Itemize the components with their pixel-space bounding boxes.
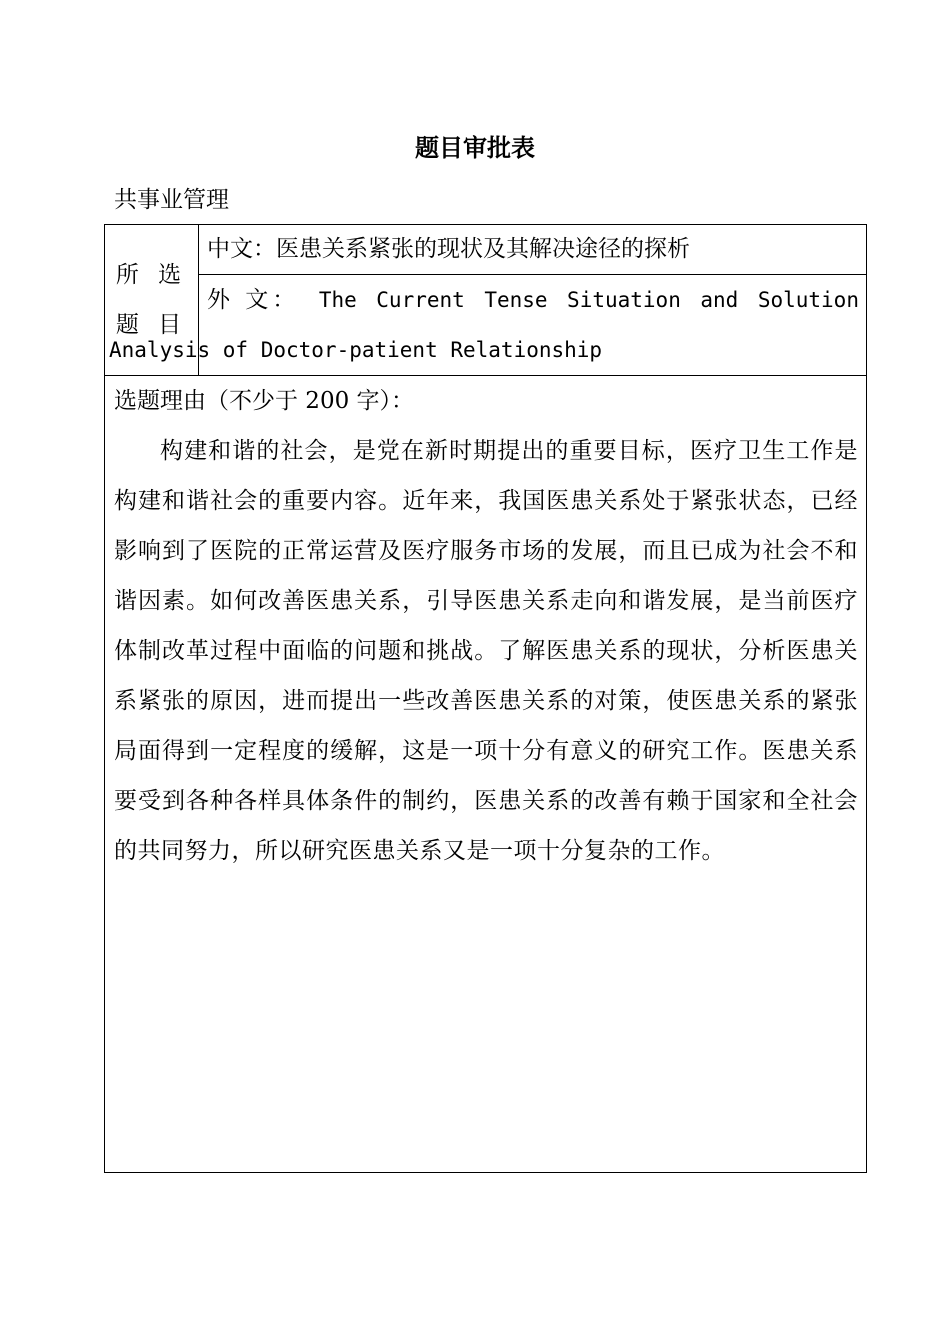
topic-label-line-1: 所 选 [115, 262, 188, 288]
topic-english-prefix: 外 文： [207, 287, 300, 313]
topic-english-word: Current [376, 288, 465, 312]
reason-header: 选题理由（不少于 200 字）： [114, 388, 415, 414]
reason-body: 构建和谐的社会，是党在新时期提出的重要目标，医疗卫生工作是构建和谐社会的重要内容。近年来，我国医患关系处于紧张状态，已经影响到了医院的正常运营及医疗服务市场的发展，而且已成为社会不和谐因素。如何改善医患关系，引导医患关系走向和谐发展，是当前医疗体制改革过程中面临的问题和挑战。了解医患关系的现状，分析医患关系紧张的原因，进而提出一些改善医患关系的对策，使医患关系的紧张局面得到一定程度的缓解，这是一项十分有意义的研究工作。医患关系要受到各种各样具体条件的制约，医患关系的改善有赖于国家和全社会的共同努力，所以研究医患关系又是一项十分复杂的工作。 [114, 438, 858, 864]
reason-section [105, 376, 866, 876]
topic-chinese-title: 中文：医患关系紧张的现状及其解决途径的探析 [199, 225, 866, 275]
topic-label-line-2: 题 目 [115, 312, 188, 338]
major-line: 共事业管理 [114, 187, 229, 213]
topic-english-word: The [318, 288, 357, 312]
document-title: 题目审批表 [415, 133, 535, 162]
topic-english-word: Tense [484, 288, 548, 312]
topic-english-line-1 [207, 275, 859, 325]
topic-english-line-2: Analysis of Doctor-patient Relationship [109, 338, 603, 362]
topic-english-word: Solution [757, 288, 859, 312]
topic-english-word: and [700, 288, 739, 312]
topic-english-word: Situation [567, 288, 681, 312]
approval-form-table [104, 224, 867, 1173]
